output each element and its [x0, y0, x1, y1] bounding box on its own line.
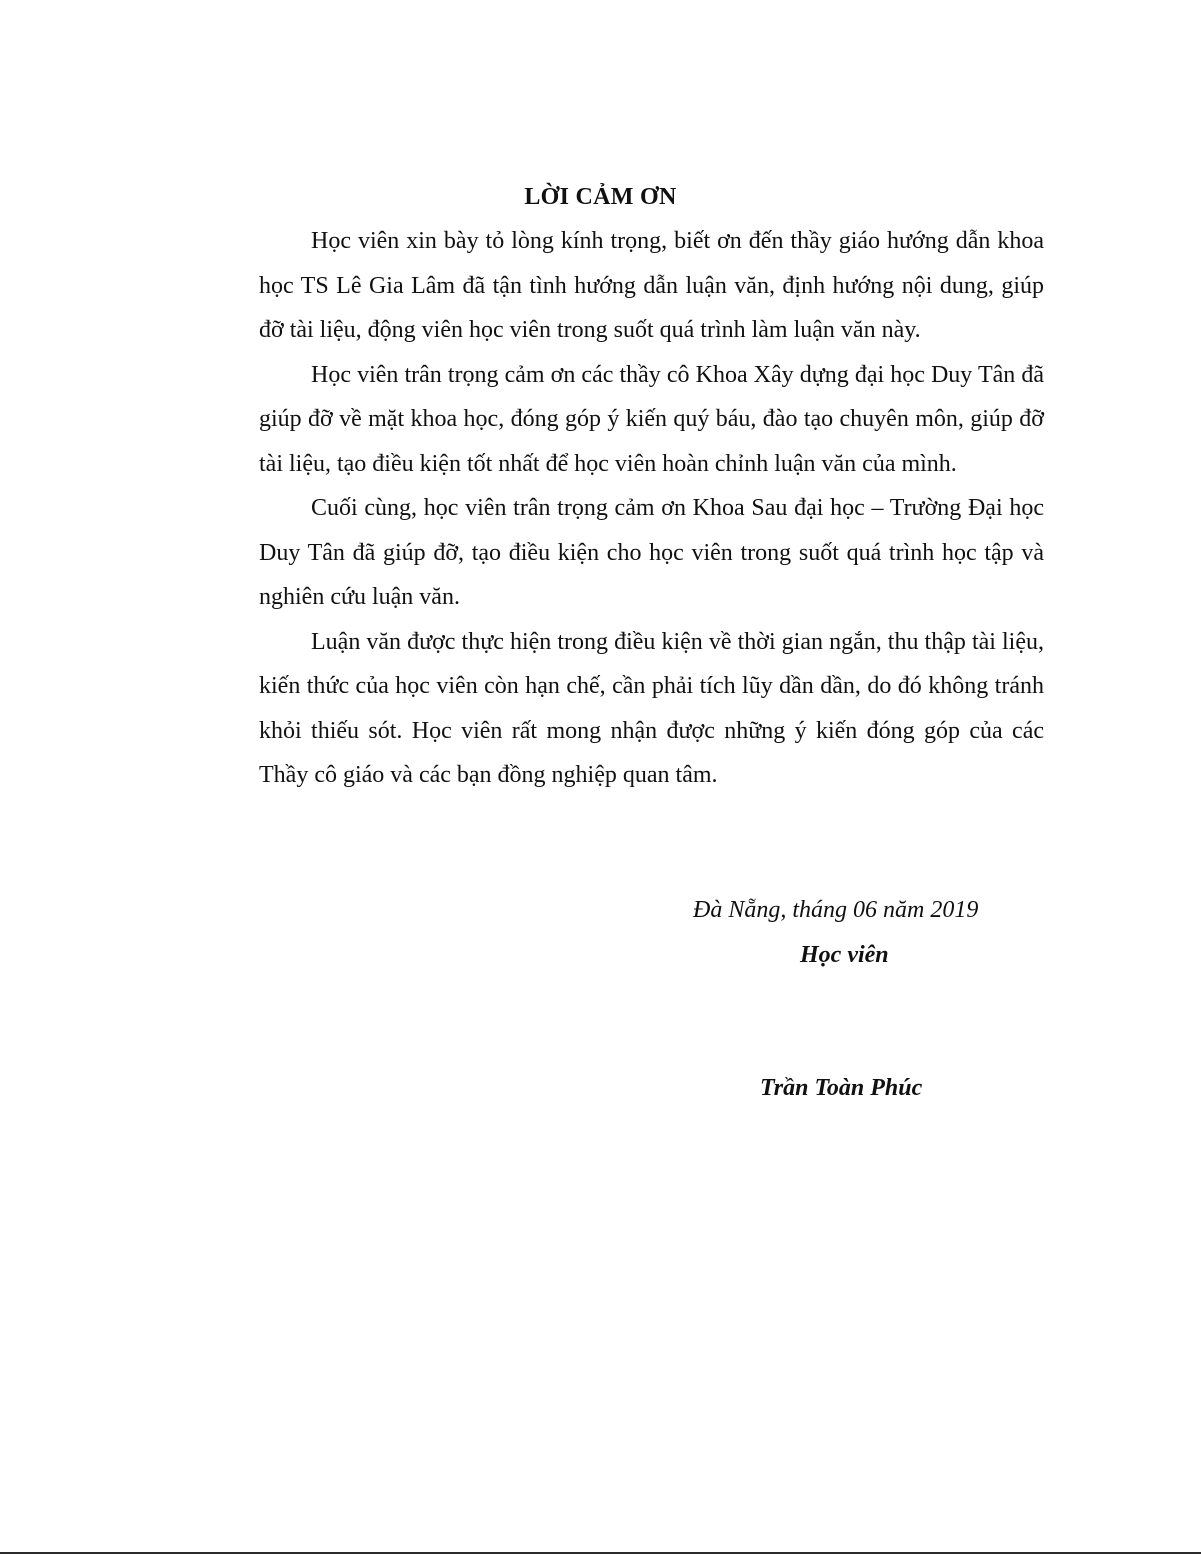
paragraph-4: Luận văn được thực hiện trong điều kiện về thời gian ngắn, thu thập tài liệu, kiến thức của học viên còn hạn chế, cần phải tích lũy dần dần, do đó không tránh khỏi thiếu sót. Học viên rất mong nhận được những ý kiến đóng góp của các Thầy cô giáo và các bạn đồng nghiệp quan tâm. [259, 628, 1044, 788]
acknowledgement-body [259, 219, 1044, 798]
paragraph-1: Học viên xin bày tỏ lòng kính trọng, biết ơn đến thầy giáo hướng dẫn khoa học TS Lê Gia Lâm đã tận tình hướng dẫn luận văn, định hướng nội dung, giúp đỡ tài liệu, động viên học viên trong suốt quá trình làm luận văn này. [259, 228, 1044, 343]
signer-name: Trần Toàn Phúc [760, 1075, 923, 1101]
paragraph-2: Học viên trân trọng cảm ơn các thầy cô Khoa Xây dựng đại học Duy Tân đã giúp đỡ về mặt khoa học, đóng góp ý kiến quý báu, đào tạo chuyên môn, giúp đỡ tài liệu, tạo điều kiện tốt nhất để học viên hoàn chỉnh luận văn của mình. [259, 361, 1044, 477]
paragraph-3: Cuối cùng, học viên trân trọng cảm ơn Khoa Sau đại học – Trường Đại học Duy Tân đã giúp đỡ, tạo điều kiện cho học viên trong suốt quá trình học tập và nghiên cứu luận văn. [259, 495, 1044, 610]
place-date: Đà Nẵng, tháng 06 năm 2019 [693, 897, 979, 923]
signer-role: Học viên [800, 942, 889, 968]
page-title: LỜI CẢM ƠN [524, 184, 677, 210]
